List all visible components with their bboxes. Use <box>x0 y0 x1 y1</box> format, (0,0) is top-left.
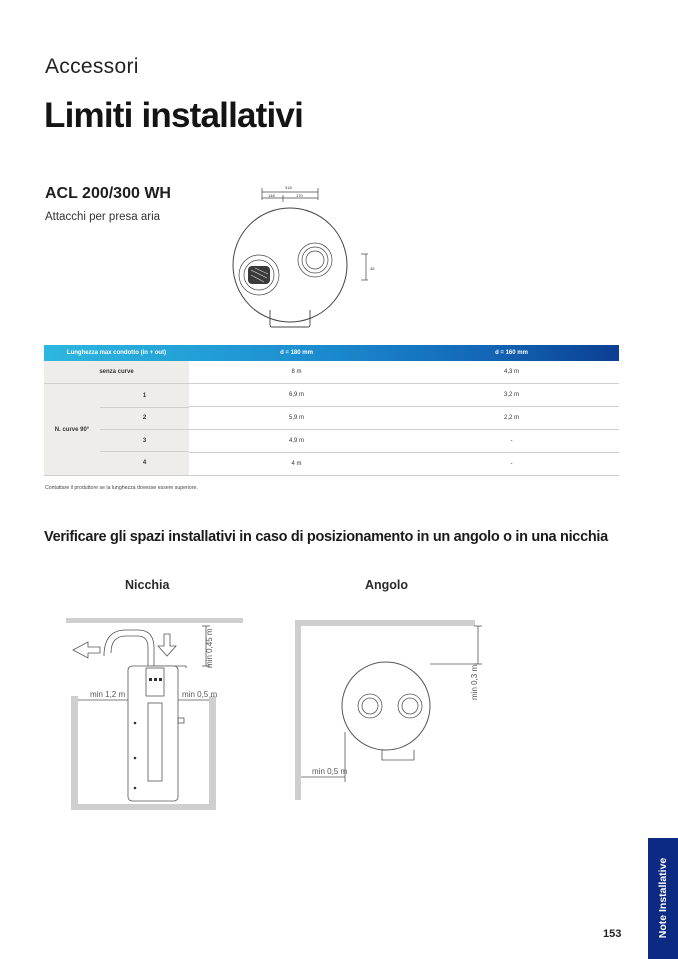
dim-right-label: min 0,5 m <box>182 690 218 699</box>
curve-count: 2 <box>100 408 189 430</box>
cell-d160: - <box>404 430 619 453</box>
cell-d160: 3,2 m <box>404 384 619 407</box>
page-number: 153 <box>603 928 622 940</box>
cell-d160: - <box>404 453 619 476</box>
nicchia-label: Nicchia <box>125 578 170 592</box>
dim-right: 170 <box>296 193 303 198</box>
side-tab <box>648 838 678 959</box>
dim-top-label: min 0,45 m <box>205 628 214 668</box>
section-kicker: Accessori <box>45 55 139 78</box>
cell-d160: 4,3 m <box>404 361 619 384</box>
niche-diagram <box>66 608 246 813</box>
dim-bottom-label: min 0,5 m <box>312 767 348 776</box>
cell-d180: 4,9 m <box>189 430 404 453</box>
header-cell: d = 180 mm <box>280 350 313 356</box>
row-label: senza curve <box>44 361 189 384</box>
duct-length-table <box>44 345 619 476</box>
side-tab-label: Note Installative <box>657 857 669 939</box>
model-subtitle: Attacchi per presa aria <box>45 211 161 223</box>
section-title: Verificare gli spazi installativi in caso di posizionamento in un angolo o in una nicchia <box>44 529 608 545</box>
table-row <box>44 361 619 384</box>
cell-d180: 6,9 m <box>189 384 404 407</box>
corner-diagram <box>290 612 490 802</box>
cell-d160: 2,2 m <box>404 407 619 430</box>
table-header-row <box>44 345 619 361</box>
dim-left-label: min 1,2 m <box>90 690 126 699</box>
top-view-drawing <box>228 180 378 335</box>
dim-total: 318 <box>285 185 292 190</box>
curve-count: 3 <box>100 430 189 452</box>
cell-d180: 4 m <box>189 453 404 476</box>
header-cell: d = 160 mm <box>495 350 528 356</box>
header-cell: Lunghezza max condotto (in + out) <box>66 350 167 356</box>
dim-left: 148 <box>268 193 275 198</box>
angolo-label: Angolo <box>365 578 409 592</box>
row-group-label: N. curve 90° <box>54 426 90 433</box>
cell-d180: 8 m <box>189 361 404 384</box>
curve-count: 4 <box>142 459 147 466</box>
model-name: ACL 200/300 WH <box>45 185 171 202</box>
dim-side: 45 <box>370 266 375 271</box>
dim-right-label: min 0,3 m <box>470 664 479 700</box>
row-group-cell <box>44 384 189 476</box>
cell-d180: 5,9 m <box>189 407 404 430</box>
table-row <box>44 384 619 407</box>
page-title: Limiti installativi <box>44 96 304 135</box>
table-note: Contattare il produttore se la lunghezza dovesse essere superiore. <box>45 485 198 491</box>
curve-count: 1 <box>100 386 189 408</box>
